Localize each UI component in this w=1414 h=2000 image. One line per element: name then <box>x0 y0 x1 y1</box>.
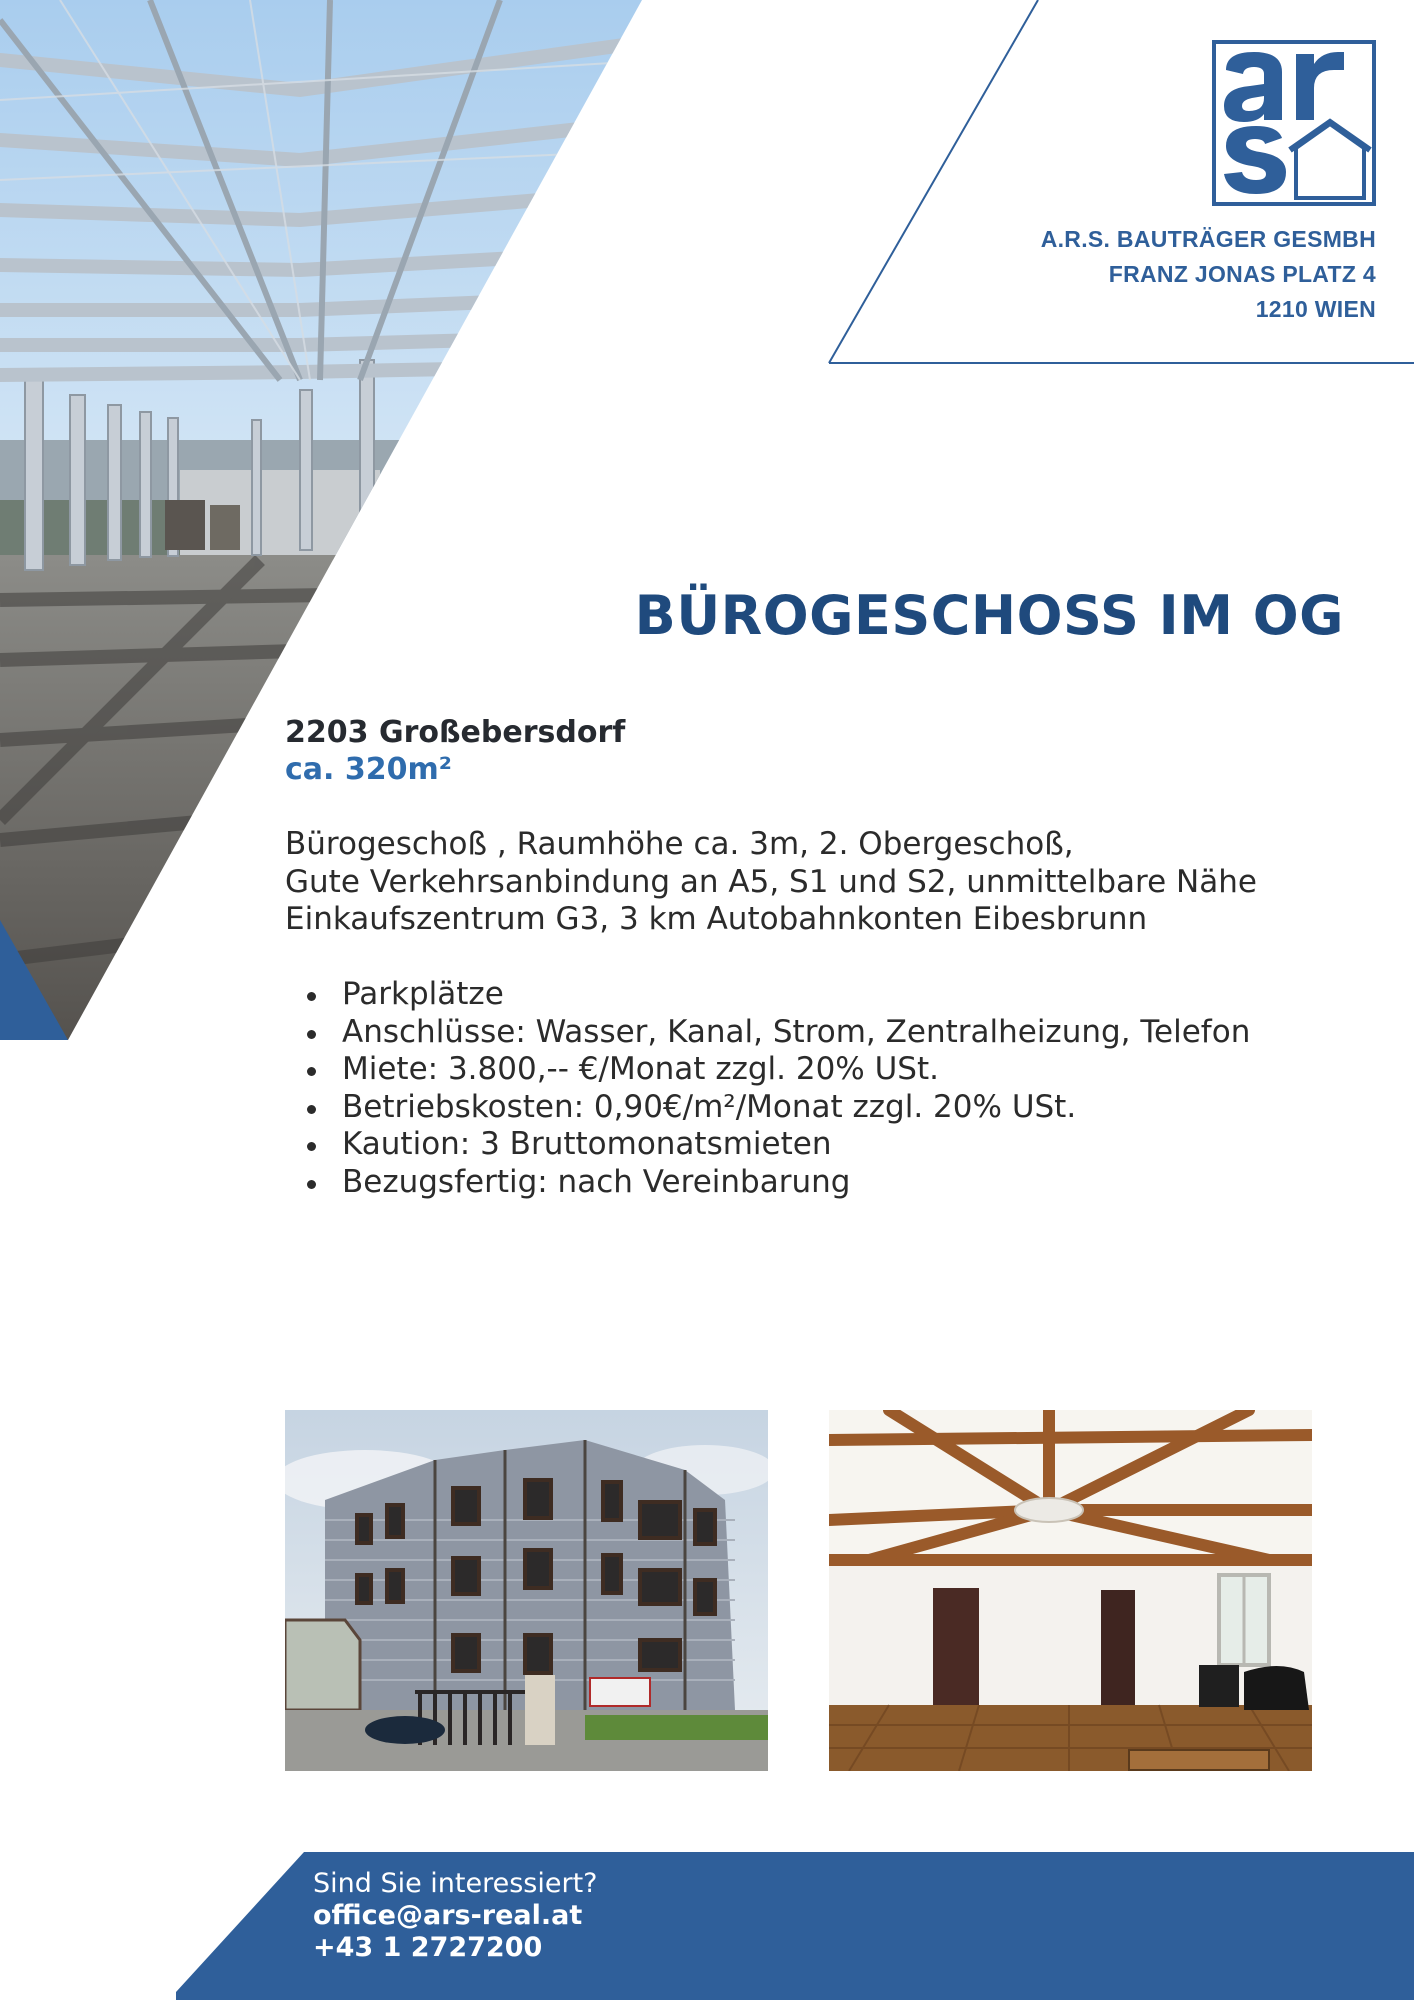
feature-item: Miete: 3.800,-- €/Monat zzgl. 20% USt. <box>285 1051 1250 1089</box>
feature-item: Kaution: 3 Bruttomonatsmieten <box>285 1126 1250 1164</box>
building-exterior-photo <box>285 1410 768 1771</box>
feature-item: Bezugsfertig: nach Vereinbarung <box>285 1164 1250 1202</box>
description-line: Gute Verkehrsanbindung an A5, S1 und S2, unmittelbare Nähe <box>285 863 1257 900</box>
interior-image <box>829 1410 1312 1771</box>
contact-info <box>313 1868 598 1964</box>
listing-description <box>285 826 1345 939</box>
building-image <box>285 1410 768 1771</box>
listing-location: 2203 Großebersdorf <box>285 715 626 750</box>
office-interior-photo <box>829 1410 1312 1771</box>
listing-area: ca. 320m² <box>285 752 452 787</box>
ars-logo-icon <box>1212 40 1376 206</box>
feature-item: Parkplätze <box>285 976 1250 1014</box>
company-name: A.R.S. BAUTRÄGER GESMBH <box>1040 226 1376 252</box>
feature-item: Anschlüsse: Wasser, Kanal, Strom, Zentralheizung, Telefon <box>285 1014 1250 1052</box>
listing-title: BÜROGESCHOSS IM OG <box>634 584 1344 647</box>
feature-list <box>285 976 1250 1201</box>
contact-phone[interactable]: +43 1 2727200 <box>313 1932 543 1963</box>
company-street: FRANZ JONAS PLATZ 4 <box>1108 261 1376 287</box>
company-address <box>1041 222 1376 327</box>
contact-question: Sind Sie interessiert? <box>313 1868 598 1899</box>
description-line: Einkaufszentrum G3, 3 km Autobahnkonten Eibesbrunn <box>285 901 1148 937</box>
contact-email[interactable]: office@ars-real.at <box>313 1900 583 1931</box>
company-city: 1210 WIEN <box>1255 296 1376 322</box>
feature-item: Betriebskosten: 0,90€/m²/Monat zzgl. 20% USt. <box>285 1089 1250 1127</box>
description-line: Bürogeschoß , Raumhöhe ca. 3m, 2. Obergeschoß, <box>285 826 1074 862</box>
